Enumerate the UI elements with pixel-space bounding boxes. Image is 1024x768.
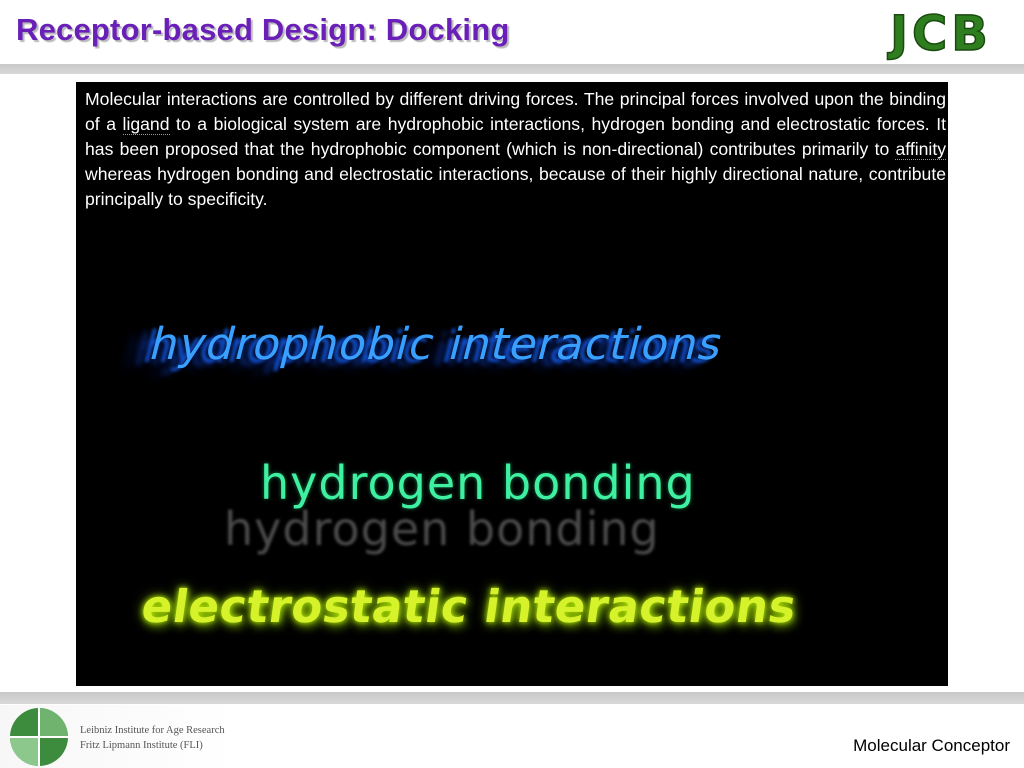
glossary-link-ligand[interactable]: ligand — [122, 114, 170, 134]
hydrogen-bonding-label: hydrogen bonding — [260, 456, 696, 510]
institute-logo — [0, 705, 234, 768]
electrostatic-interactions-label: electrostatic interactions — [138, 580, 800, 633]
leibniz-globe-icon — [8, 706, 70, 768]
institute-name-line2: Fritz Lipmann Institute (FLI) — [80, 740, 203, 751]
institute-name-line1: Leibniz Institute for Age Research — [80, 725, 225, 736]
hydrophobic-interactions-label: hydrophobic interactions — [144, 319, 730, 370]
logo-text: JCB — [890, 6, 992, 62]
description-paragraph: Molecular interactions are controlled by different driving forces. The principal forces involved upon the binding of a ligand to a biological system are hydrophobic interactions, hydrogen bonding and electrostatic forces. It has been proposed that the hydrophobic component (which is non-directional) contributes primarily to affinity whereas hydrogen bonding and electrostatic interactions, because of their highly directional nature, contribute principally to specificity. — [85, 89, 946, 209]
jcb-logo — [862, 2, 1020, 62]
glossary-link-affinity[interactable]: affinity — [895, 139, 946, 159]
slide-title: Receptor-based Design: Docking — [16, 12, 510, 47]
content-panel — [76, 82, 948, 686]
footer-divider — [0, 692, 1024, 704]
footer-product-name: Molecular Conceptor — [853, 736, 1010, 755]
hydrogen-bonding-reflection: hydrogen bonding — [224, 502, 660, 556]
header-divider — [0, 64, 1024, 74]
